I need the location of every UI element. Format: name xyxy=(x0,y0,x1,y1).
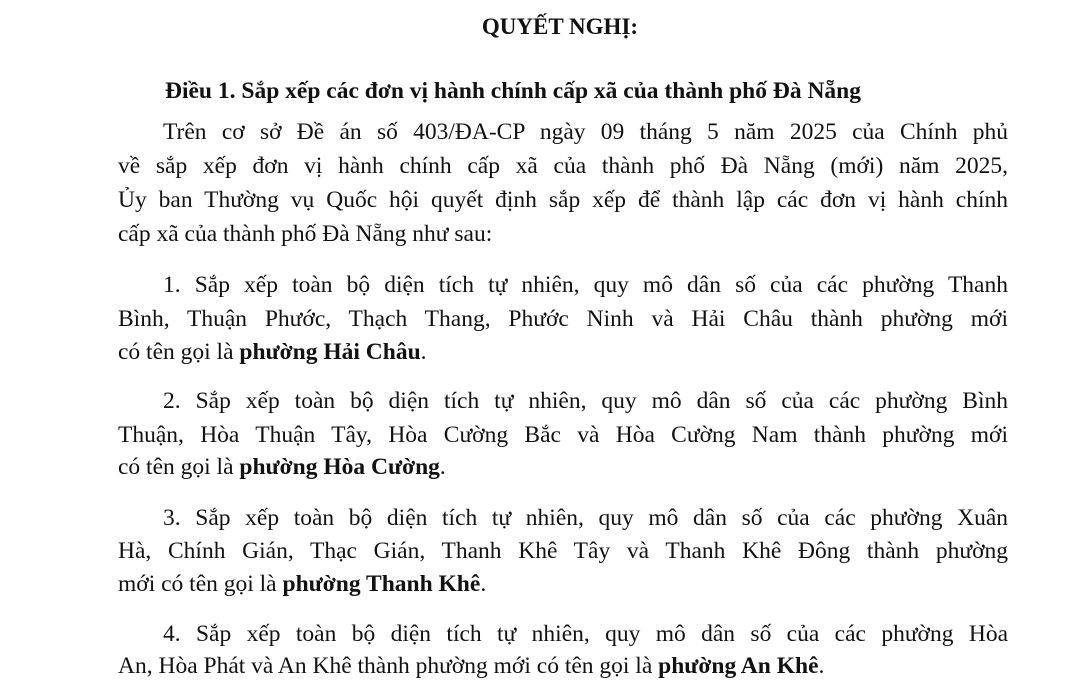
item-line: 3. Sắp xếp toàn bộ diện tích tự nhiên, quy mô dân số của các phường Xuân xyxy=(163,505,1008,531)
new-ward-name: phường Thanh Khê xyxy=(282,571,481,597)
item-text: An, Hòa Phát và An Khê thành phường mới có tên gọi là xyxy=(118,653,659,679)
item-line: Hà, Chính Gián, Thạc Gián, Thanh Khê Tây và Thanh Khê Đông thành phường xyxy=(118,538,1008,564)
resolution-title: QUYẾT NGHỊ: xyxy=(481,14,639,39)
item-line xyxy=(118,571,1008,598)
item-line: 4. Sắp xếp toàn bộ diện tích tự nhiên, quy mô dân số của các phường Hòa xyxy=(163,621,1008,647)
article-heading: Điều 1. Sắp xếp các đơn vị hành chính cấp xã của thành phố Đà Nẵng xyxy=(165,78,861,104)
item-suffix: . xyxy=(420,339,427,365)
item-line: Thuận, Hòa Thuận Tây, Hòa Cường Bắc và Hòa Cường Nam thành phường mới xyxy=(118,422,1008,448)
intro-line: Trên cơ sở Đề án số 403/ĐA-CP ngày 09 tháng 5 năm 2025 của Chính phủ xyxy=(163,119,1008,145)
item-line: 1. Sắp xếp toàn bộ diện tích tự nhiên, quy mô dân số của các phường Thanh xyxy=(163,272,1008,298)
item-text: mới có tên gọi là xyxy=(118,571,283,597)
new-ward-name: phường An Khê xyxy=(658,653,819,679)
new-ward-name: phường Hòa Cường xyxy=(239,454,440,480)
item-line xyxy=(118,454,1008,481)
item-text: có tên gọi là xyxy=(118,454,240,480)
intro-line: Ủy ban Thường vụ Quốc hội quyết định sắp xếp để thành lập các đơn vị hành chính xyxy=(118,187,1008,213)
item-suffix: . xyxy=(480,571,487,597)
new-ward-name: phường Hải Châu xyxy=(239,339,421,365)
item-line xyxy=(118,653,1008,680)
item-text: có tên gọi là xyxy=(118,339,240,365)
intro-line: về sắp xếp đơn vị hành chính cấp xã của thành phố Đà Nẵng (mới) năm 2025, xyxy=(118,153,1008,179)
item-suffix: . xyxy=(818,653,825,679)
item-line xyxy=(118,339,1008,366)
item-line: Bình, Thuận Phước, Thạch Thang, Phước Ninh và Hải Châu thành phường mới xyxy=(118,306,1008,332)
intro-line: cấp xã của thành phố Đà Nẵng như sau: xyxy=(118,221,493,247)
item-suffix: . xyxy=(439,454,446,480)
item-line: 2. Sắp xếp toàn bộ diện tích tự nhiên, quy mô dân số của các phường Bình xyxy=(163,388,1008,414)
